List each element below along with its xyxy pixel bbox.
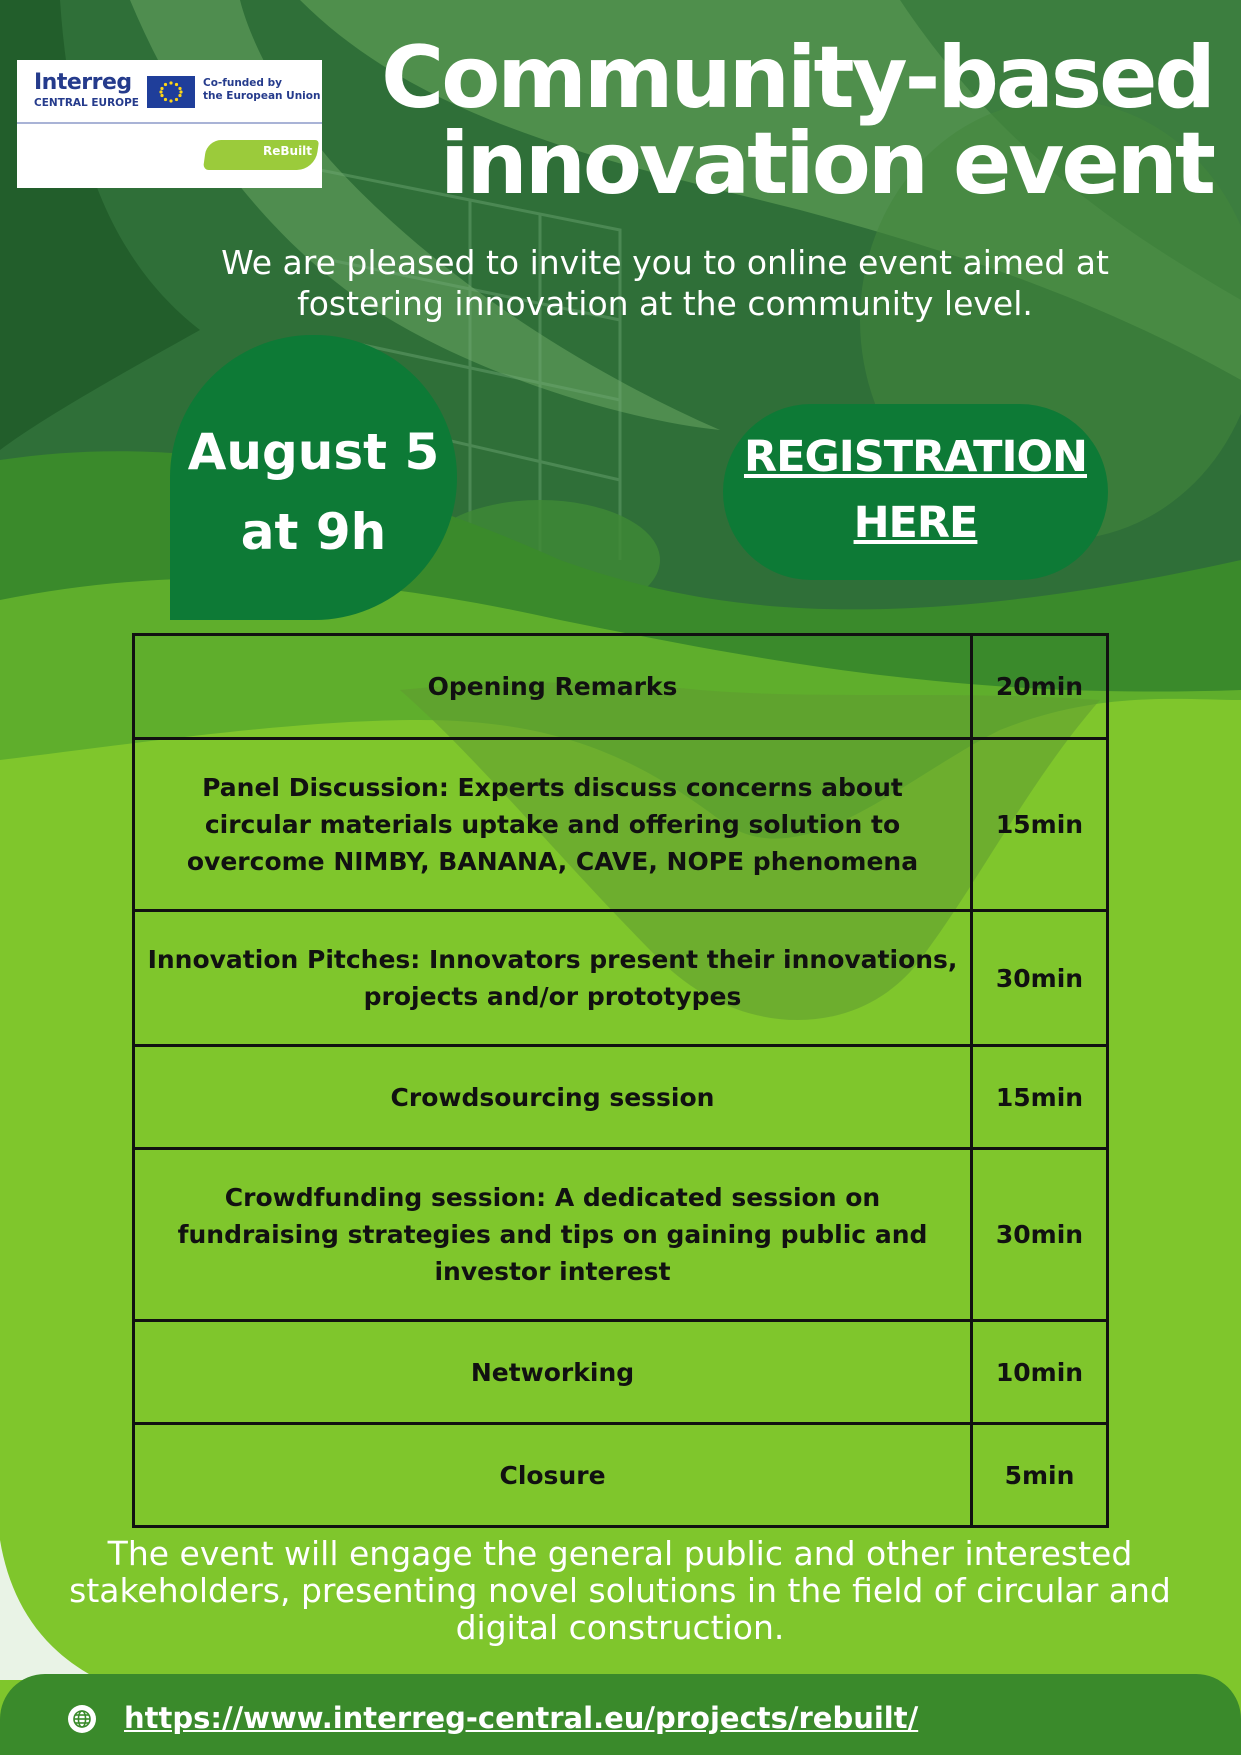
agenda-duration: 10min: [972, 1321, 1108, 1424]
interreg-logo-text: Interreg: [34, 70, 132, 95]
logo-divider: [17, 122, 322, 124]
agenda-table: [132, 633, 1109, 1528]
agenda-row: [134, 739, 1108, 911]
agenda-row: [134, 1046, 1108, 1149]
agenda-row: [134, 635, 1108, 739]
agenda-row: [134, 1149, 1108, 1321]
eu-flag-icon: [147, 76, 195, 108]
event-date-day: August 5: [187, 423, 440, 481]
partner-logo-block: [17, 60, 322, 188]
registration-line-2[interactable]: HERE: [853, 498, 978, 548]
globe-icon: [67, 1704, 97, 1734]
title-line-1: Community-based: [381, 28, 1213, 128]
agenda-item: Closure: [134, 1424, 972, 1527]
registration-link[interactable]: [723, 424, 1108, 556]
event-date-time: at 9h: [240, 503, 387, 561]
agenda-item: Networking: [134, 1321, 972, 1424]
title-line-2: innovation event: [440, 114, 1213, 214]
agenda-item: Crowdfunding session: A dedicated session on fundraising strategies and tips on gaining public and investor interest: [134, 1149, 972, 1321]
cofunded-line-2: the European Union: [203, 90, 321, 102]
event-date: [170, 412, 457, 572]
rebuilt-logo-text: ReBuilt: [263, 144, 313, 158]
agenda-item: Opening Remarks: [134, 635, 972, 739]
cofunded-line-1: Co-funded by: [203, 77, 282, 89]
central-europe-label: CENTRAL EUROPE: [34, 97, 139, 109]
cofunded-label: [203, 77, 320, 103]
agenda-duration: 30min: [972, 911, 1108, 1046]
agenda-duration: 30min: [972, 1149, 1108, 1321]
agenda-duration: 15min: [972, 739, 1108, 911]
page-title: [333, 28, 1213, 214]
footer-description: The event will engage the general public and other interested stakeholders, presenting novel solutions in the field of circular and digital construction.: [69, 1534, 1171, 1647]
intro-text: We are pleased to invite you to online event aimed at fostering innovation at the community level.: [221, 243, 1109, 323]
agenda-item: Panel Discussion: Experts discuss concerns about circular materials uptake and offering solution to overcome NIMBY, BANANA, CAVE, NOPE phenomena: [134, 739, 972, 911]
agenda-row: [134, 911, 1108, 1046]
agenda-duration: 20min: [972, 635, 1108, 739]
agenda-duration: 15min: [972, 1046, 1108, 1149]
agenda-item: Innovation Pitches: Innovators present their innovations, projects and/or prototypes: [134, 911, 972, 1046]
agenda-item: Crowdsourcing session: [134, 1046, 972, 1149]
registration-line-1[interactable]: REGISTRATION: [743, 432, 1087, 482]
agenda-duration: 5min: [972, 1424, 1108, 1527]
project-url-link[interactable]: https://www.interreg-central.eu/projects/rebuilt/: [124, 1701, 919, 1735]
agenda-row: [134, 1321, 1108, 1424]
agenda-row: [134, 1424, 1108, 1527]
